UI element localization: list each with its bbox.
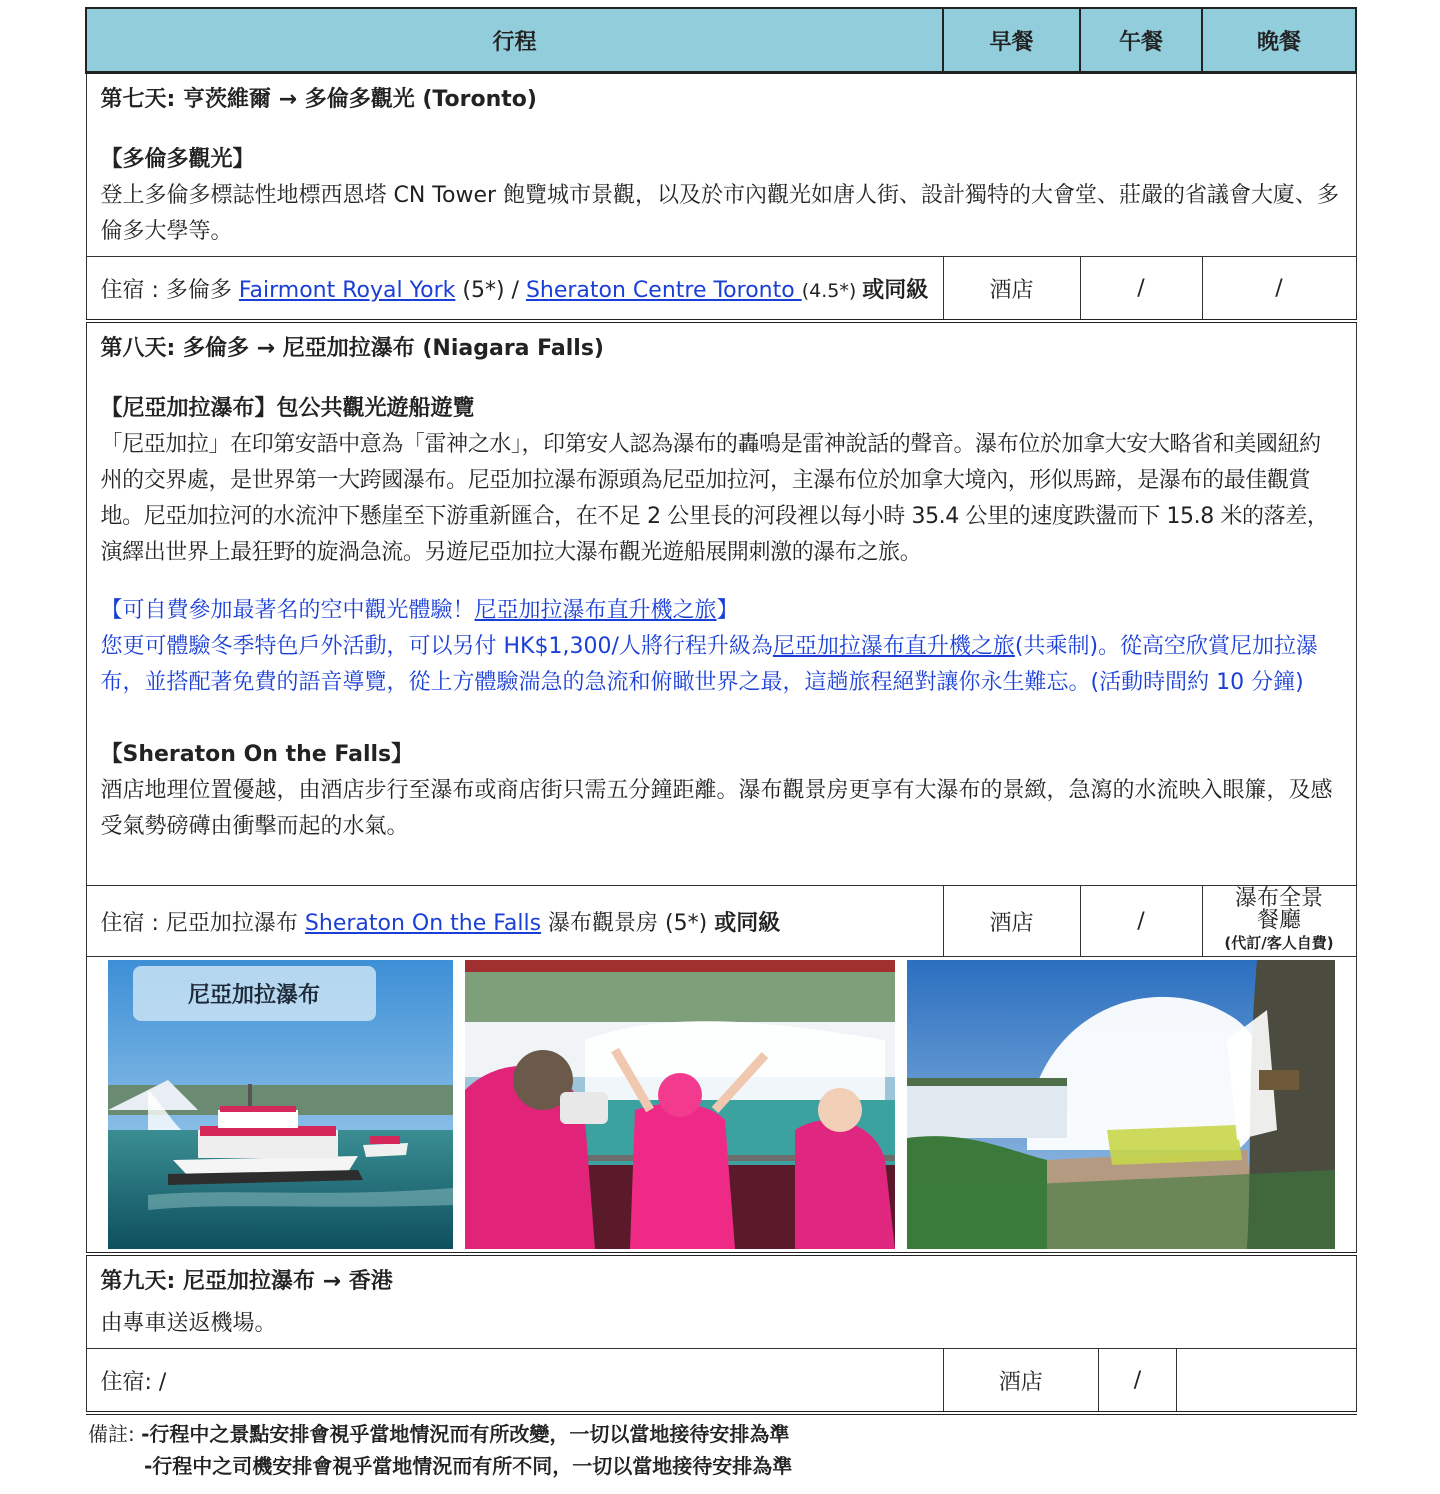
- day7-stay-suffix: 或同級: [862, 277, 929, 303]
- day8-optional-body-b: (共乘制)。從高空欣賞尼加拉瀑布，並搭配著免費的語音導覽，從上方體驗湍急的急流和俯瞰世界之最，這趟旅程絕對讓你永生難忘。(活動時間約 10 分鐘): [100, 634, 1319, 695]
- header-lunch: 午餐: [1080, 8, 1202, 73]
- day8-optional-body-a: 您更可體驗冬季特色戶外活動，可以另付 HK$1,300/人將行程升級為: [100, 634, 773, 659]
- notes-line1: -行程中之景點安排會視乎當地情況而有所改變，一切以當地接待安排為準: [141, 1422, 790, 1446]
- tourists-image: [465, 960, 895, 1249]
- day9-breakfast: 酒店: [944, 1349, 1099, 1411]
- day8-body: 「尼亞加拉」在印第安語中意為「雷神之水」，印第安人認為瀑布的轟鳴是雷神說話的聲音。瀑布位於加拿大安大略省和美國紐約州的交界處，是世界第一大跨國瀑布。尼亞加拉瀑布源頭為尼亞加拉河，主瀑布位於加拿大境內，形似馬蹄，是瀑布的最佳觀賞地。尼亞加拉河的水流沖下懸崖至下游重新匯合，在不足 2 公里長的河段裡以每小時 35.4 公里的速度跌盪而下 15.8 米的落差，演繹出世界上最狂野的旋渦急流。另遊尼亞加拉大瀑布觀光遊船展開刺激的瀑布之旅。: [100, 432, 1329, 565]
- day9-stay: 住宿: /: [86, 1349, 943, 1414]
- day7-stay: [86, 257, 943, 322]
- day8-content-row: [86, 321, 1356, 886]
- day8-optional-title: [101, 593, 1342, 629]
- day8-optional-title-b: 】: [716, 598, 739, 623]
- hotel-link-sheraton-centre-toronto[interactable]: Sheraton Centre Toronto: [525, 277, 802, 303]
- day9-dinner: [1177, 1349, 1356, 1411]
- hotel-link-sheraton-on-the-falls[interactable]: Sheraton On the Falls: [304, 910, 542, 936]
- day7-stay-prefix: 住宿 : 多倫多: [100, 277, 239, 303]
- day9-title: 第九天: 尼亞加拉瀑布 → 香港: [100, 1269, 393, 1294]
- helicopter-tour-link-2[interactable]: 尼亞加拉瀑布直升機之旅: [772, 634, 1015, 659]
- day7-dinner: /: [1202, 257, 1356, 322]
- header-itinerary: 行程: [86, 8, 943, 73]
- day9-body: 由專車送返機場。: [100, 1311, 277, 1336]
- day8-breakfast: 酒店: [943, 886, 1080, 957]
- day9-meals-table: [944, 1349, 1356, 1411]
- day9-content-row: [86, 1254, 1356, 1349]
- day8-stay-suffix: 或同級: [714, 910, 781, 936]
- day8-title: 第八天: 多倫多 → 尼亞加拉瀑布 (Niagara Falls): [100, 336, 604, 361]
- falls-viewpoint-image: [907, 960, 1335, 1249]
- day8-hotel-section-title: 【Sheraton On the Falls】: [100, 742, 414, 767]
- day7-lunch: /: [1080, 257, 1202, 322]
- header-breakfast: 早餐: [943, 8, 1080, 73]
- table-bottom-rule: [86, 1413, 1356, 1415]
- day7-body: 登上多倫多標誌性地標西恩塔 CN Tower 飽覽城市景觀，以及於市內觀光如唐人街、設計獨特的大會堂、莊嚴的省議會大廈、多倫多大學等。: [100, 183, 1340, 244]
- day8-section-title: 【尼亞加拉瀑布】包公共觀光遊船遊覽: [100, 396, 475, 421]
- notes: [88, 1418, 792, 1482]
- day7-hotel2-rating: (4.5*): [801, 279, 863, 302]
- day7-hotel1-rating: (5*) /: [455, 277, 526, 303]
- itinerary-table: [85, 7, 1357, 1415]
- photo-label-niagara: 尼亞加拉瀑布: [187, 983, 320, 1008]
- day8-stay: [86, 886, 943, 957]
- header-dinner: 晚餐: [1202, 8, 1356, 73]
- day7-section-title: 【多倫多觀光】: [100, 147, 255, 172]
- notes-label: 備註:: [88, 1422, 142, 1446]
- day8-lunch: /: [1080, 886, 1202, 957]
- day9-lunch: /: [1099, 1349, 1177, 1411]
- day8-stay-row: [86, 886, 1356, 957]
- day8-dinner-note: (代訂/客人自費): [1224, 934, 1334, 952]
- helicopter-tour-link[interactable]: 尼亞加拉瀑布直升機之旅: [474, 598, 717, 623]
- day7-stay-row: [86, 257, 1356, 322]
- day8-photo-row: [86, 957, 1356, 1255]
- photo-strip: [86, 957, 1356, 1255]
- day8-stay-prefix: 住宿 : 尼亞加拉瀑布: [100, 910, 305, 936]
- day8-hotel-body: 酒店地理位置優越，由酒店步行至瀑布或商店街只需五分鐘距離。瀑布觀景房更享有大瀑布的景緻，急瀉的水流映入眼簾，及感受氣勢磅礡由衝擊而起的水氣。: [100, 778, 1333, 839]
- photo-falls-viewpoint: [907, 960, 1335, 1249]
- day8-dinner: [1202, 886, 1356, 957]
- day8-stay-room: 瀑布觀景房 (5*): [541, 910, 715, 936]
- tour-boat-image: [108, 960, 453, 1249]
- day8-dinner-line1: 瀑布全景: [1234, 886, 1323, 911]
- day9-stay-row: [86, 1349, 1356, 1414]
- photo-tourists-ponchos: [465, 960, 895, 1249]
- day7-breakfast: 酒店: [943, 257, 1080, 322]
- day7-content-row: [86, 73, 1356, 257]
- itinerary-table-wrapper: [85, 7, 1355, 1415]
- day8-optional-title-a: 【可自費參加最著名的空中觀光體驗！: [100, 598, 475, 623]
- photo-tour-boat: [108, 960, 453, 1249]
- day8-optional-body: [101, 629, 1342, 701]
- day7-title: 第七天: 亨茨維爾 → 多倫多觀光 (Toronto): [100, 87, 537, 112]
- notes-line2: -行程中之司機安排會視乎當地情況而有所不同，一切以當地接待安排為準: [144, 1454, 793, 1478]
- day9-meals: [943, 1349, 1356, 1414]
- day8-dinner-line2: 餐廳: [1256, 908, 1301, 933]
- hotel-link-fairmont-royal-york[interactable]: Fairmont Royal York: [238, 277, 456, 303]
- table-header-row: [86, 8, 1356, 73]
